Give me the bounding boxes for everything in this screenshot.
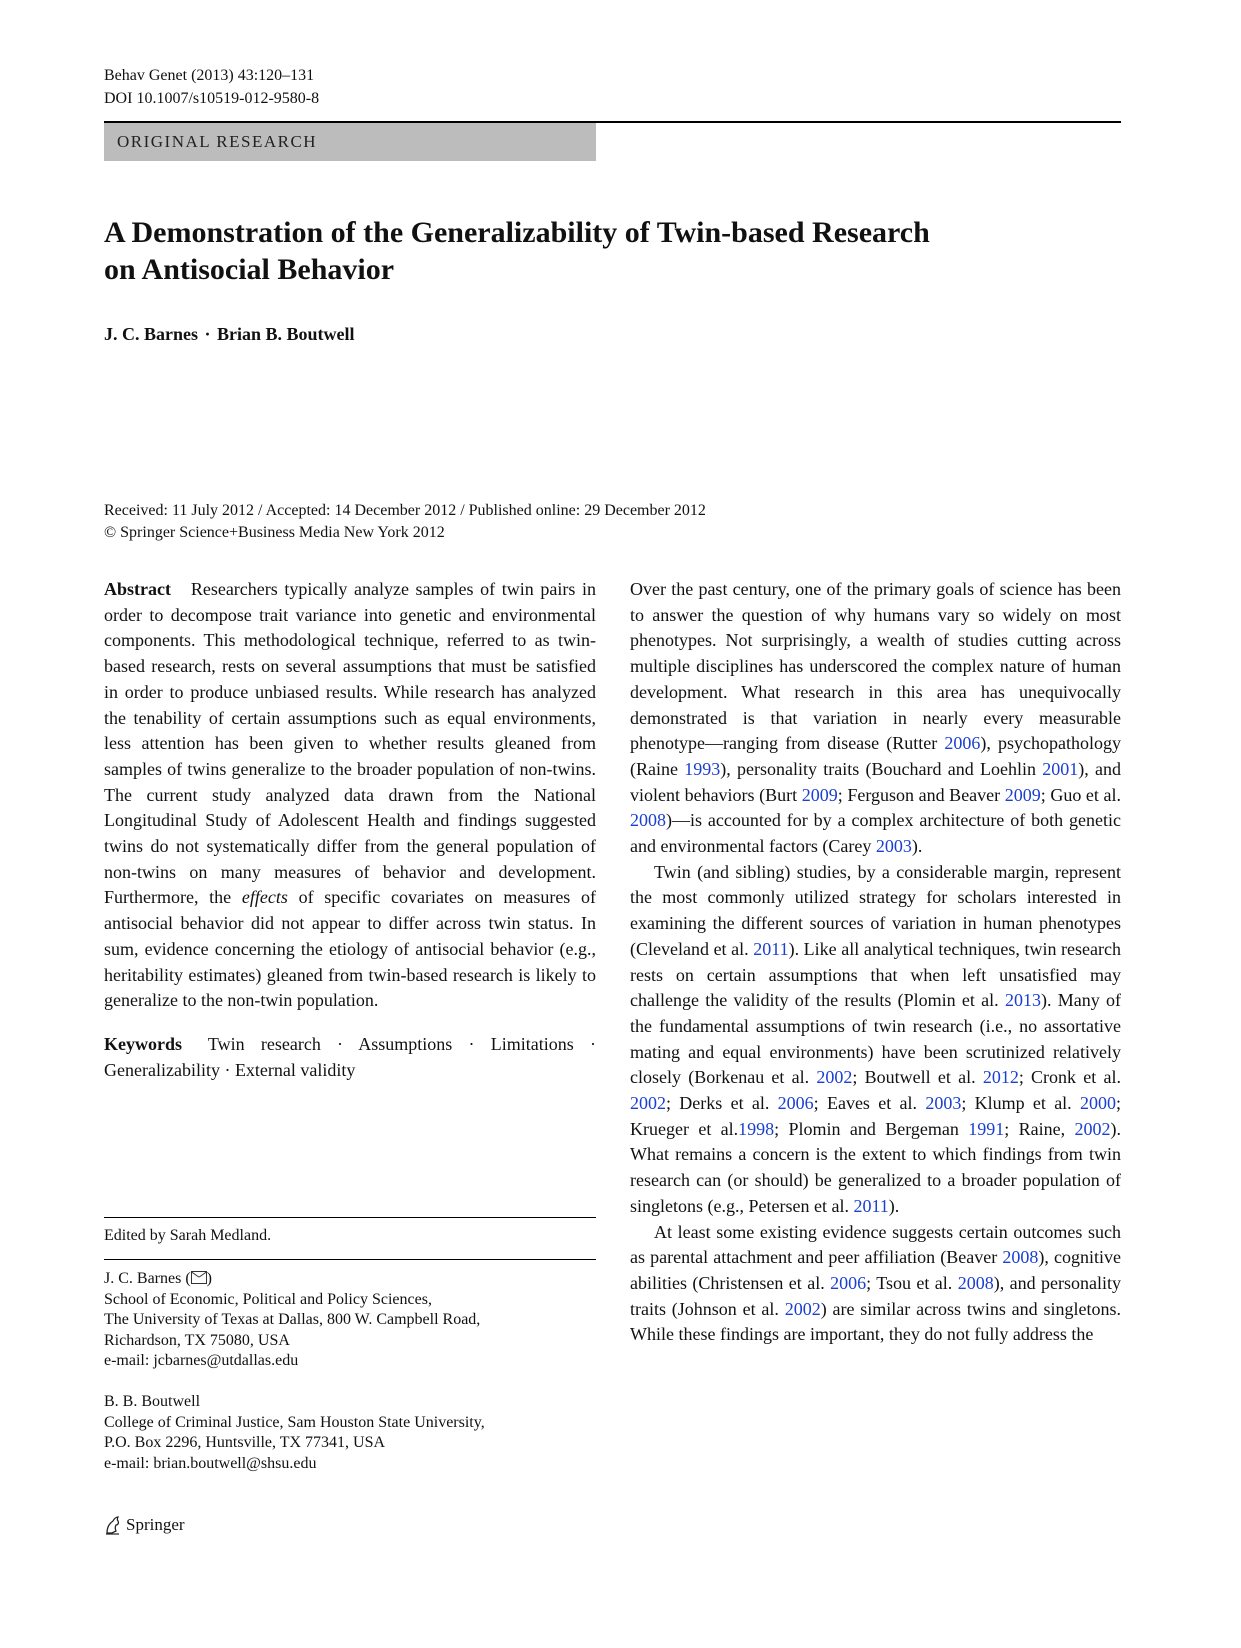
abstract-label: Abstract <box>104 579 171 599</box>
citation-link[interactable]: 2002 <box>1074 1118 1111 1139</box>
keywords <box>104 1032 596 1083</box>
affiliation-email: e-mail: jcbarnes@utdallas.edu <box>104 1352 299 1369</box>
body-text: ). Like all analytical techniques, twin research rests on certain assumptions that when left unsatisfied may challenge the validity of the results (Plomin et al. <box>630 938 1121 1011</box>
footnote-rule-2 <box>104 1259 596 1260</box>
left-column <box>104 577 596 1083</box>
history-dates: Received: 11 July 2012 / Accepted: 14 December 2012 / Published online: 29 December 2012 <box>104 502 706 519</box>
footnote-rule <box>104 1217 596 1218</box>
citation-link[interactable]: 2008 <box>1002 1247 1039 1268</box>
body-text: ; Raine, <box>1004 1118 1075 1139</box>
body-text: ), and personality traits (Johnson et al. <box>630 1272 1122 1319</box>
body-text: ; Boutwell et al. <box>852 1067 983 1088</box>
publication-dates <box>104 500 706 544</box>
journal-header <box>104 64 319 110</box>
citation-link[interactable]: 1993 <box>684 758 721 779</box>
copyright-line: © Springer Science+Business Media New York 2012 <box>104 524 445 541</box>
abstract-text-part1: Researchers typically analyze samples of twin pairs in order to decompose trait variance into genetic and environmental components. This methodological technique, referred to as twin-based research, rests on several assumptions that must be satisfied in order to produce unbiased results. While research has analyzed the tenability of certain assumptions such as equal environments, less attention has been given to whether results gleaned from samples of twins generalize to the broader population of non-twins. The current study analyzed data drawn from the National Longitudinal Study of Adolescent Health and findings suggested twins do not systematically differ from the general population of non-twins on many measures of behavior and development. Furthermore, the <box>104 579 596 908</box>
body-text: ), cognitive abilities (Christensen et al. <box>630 1247 1121 1293</box>
affiliation-line: P.O. Box 2296, Huntsville, TX 77341, USA <box>104 1434 386 1451</box>
springer-horse-icon <box>104 1515 122 1535</box>
title-line-1: A Demonstration of the Generalizability of Twin-based Research <box>104 216 930 249</box>
right-column <box>630 577 1121 1348</box>
citation-link[interactable]: 2002 <box>816 1067 853 1088</box>
affiliation-name: B. B. Boutwell <box>104 1393 201 1410</box>
citation-link[interactable]: 2002 <box>784 1298 821 1319</box>
envelope-icon <box>191 1271 207 1284</box>
abstract-emphasis: effects <box>241 887 288 908</box>
body-paragraph-3 <box>630 1220 1121 1349</box>
affiliation-name <box>104 1269 480 1290</box>
body-text: At least some existing evidence suggests certain outcomes such as parental attachment and peer affiliation (Beaver <box>630 1221 1121 1268</box>
citation-link[interactable]: 2008 <box>630 810 666 831</box>
article-title <box>104 214 1084 288</box>
citation-link[interactable]: 2011 <box>753 938 789 959</box>
body-text: ; Plomin and Bergeman <box>774 1118 969 1139</box>
keywords-text: Twin research · Assumptions · Limitations · Generalizability · External validity <box>104 1033 596 1080</box>
body-text: ; Klump et al. <box>961 1093 1080 1114</box>
citation-link[interactable]: 2006 <box>830 1272 867 1293</box>
affiliation-line: College of Criminal Justice, Sam Houston State University, <box>104 1413 485 1431</box>
body-text: ). What remains a concern is the extent to which findings from twin research can (or should) be generalized to a broader population of singletons (e.g., Petersen et al. <box>630 1118 1121 1216</box>
author-name: J. C. Barnes <box>104 324 198 344</box>
body-text: ), psychopathology (Raine <box>630 733 1122 779</box>
body-text: ; Eaves et al. <box>813 1093 926 1114</box>
body-text: ; Cronk et al. <box>1018 1067 1121 1088</box>
body-text: ; Tsou et al. <box>866 1272 958 1293</box>
body-paragraph-2 <box>630 860 1121 1220</box>
citation-link[interactable]: 2011 <box>853 1195 889 1216</box>
body-text: ; Derks et al. <box>666 1093 778 1114</box>
affiliation-name-end: ) <box>206 1270 212 1287</box>
citation-link[interactable]: 2003 <box>925 1093 962 1114</box>
body-text: ), personality traits (Bouchard and Loehlin <box>720 758 1043 779</box>
citation-link[interactable]: 2009 <box>1004 784 1041 805</box>
author-name: Brian B. Boutwell <box>217 324 355 344</box>
section-tag: ORIGINAL RESEARCH <box>104 123 596 161</box>
publisher-name: Springer <box>126 1515 185 1534</box>
citation-link[interactable]: 2013 <box>1004 990 1041 1011</box>
body-text: Over the past century, one of the primary goals of science has been to answer the question of why humans vary so widely on most phenotypes. Not surprisingly, a wealth of studies cutting across multiple disciplines has underscored the complex nature of human development. What research in this area has unequivocally demonstrated is that variation in nearly every measurable phenotype—ranging from disease (Rutter <box>630 579 1121 754</box>
affiliation-line: School of Economic, Political and Policy Sciences, <box>104 1290 432 1308</box>
edited-by: Edited by Sarah Medland. <box>104 1227 272 1244</box>
body-text: ). Many of the fundamental assumptions of twin research (i.e., no assortative mating and equal environments) have been scrutinized relatively closely (Borkenau et al. <box>630 990 1121 1088</box>
body-text: ; Ferguson and Beaver <box>837 784 1005 805</box>
body-paragraph-1 <box>630 577 1121 860</box>
abstract-text-part2: of specific covariates on measures of antisocial behavior did not appear to differ across twin status. In sum, evidence concerning the etiology of antisocial behavior (e.g., heritability estimates) gleaned from twin-based research is likely to generalize to the non-twin population. <box>104 887 597 1011</box>
title-line-2: on Antisocial Behavior <box>104 253 395 286</box>
affiliation-line: The University of Texas at Dallas, 800 W. Campbell Road, <box>104 1311 481 1328</box>
body-text: )—is accounted for by a complex architecture of both genetic and environmental factors (Carey <box>630 810 1121 857</box>
author-list <box>104 324 355 345</box>
body-text: ; Guo et al. <box>1040 784 1122 805</box>
citation-link[interactable]: 1998 <box>738 1118 775 1139</box>
citation-link[interactable]: 2009 <box>801 784 838 805</box>
keywords-label: Keywords <box>104 1033 182 1054</box>
affiliation-name-text: J. C. Barnes ( <box>104 1270 191 1287</box>
affiliation-barnes <box>104 1269 480 1372</box>
citation-link[interactable]: 2006 <box>944 733 981 754</box>
citation-link[interactable]: 2012 <box>982 1067 1019 1088</box>
affiliation-email: e-mail: brian.boutwell@shsu.edu <box>104 1454 317 1472</box>
citation-link[interactable]: 2008 <box>957 1272 994 1293</box>
body-text: Twin (and sibling) studies, by a considerable margin, represent the most commonly utilized strategy for scholars interested in examining the different sources of variation in human phenotypes (Cleveland et al. <box>630 861 1121 959</box>
doi: DOI 10.1007/s10519-012-9580-8 <box>104 90 320 107</box>
publisher-footer <box>104 1515 185 1535</box>
affiliation-line: Richardson, TX 75080, USA <box>104 1331 290 1349</box>
body-text: ) are similar across twins and singletons. While these findings are important, they do not fully address the <box>630 1298 1121 1345</box>
citation-link[interactable]: 2000 <box>1079 1093 1116 1114</box>
body-text: ), and violent behaviors (Burt <box>630 758 1121 805</box>
citation-link[interactable]: 2002 <box>630 1093 666 1114</box>
citation-link[interactable]: 2003 <box>875 836 912 857</box>
author-separator: · <box>204 324 211 344</box>
citation-link[interactable]: 1991 <box>968 1118 1005 1139</box>
citation-link[interactable]: 2001 <box>1042 758 1079 779</box>
body-text: ; Krueger et al. <box>630 1093 1121 1139</box>
affiliation-boutwell <box>104 1392 485 1474</box>
abstract <box>104 577 596 1014</box>
body-text: ). <box>888 1195 900 1216</box>
body-text: ). <box>911 836 923 857</box>
journal-citation: Behav Genet (2013) 43:120–131 <box>104 67 315 84</box>
citation-link[interactable]: 2006 <box>777 1093 814 1114</box>
